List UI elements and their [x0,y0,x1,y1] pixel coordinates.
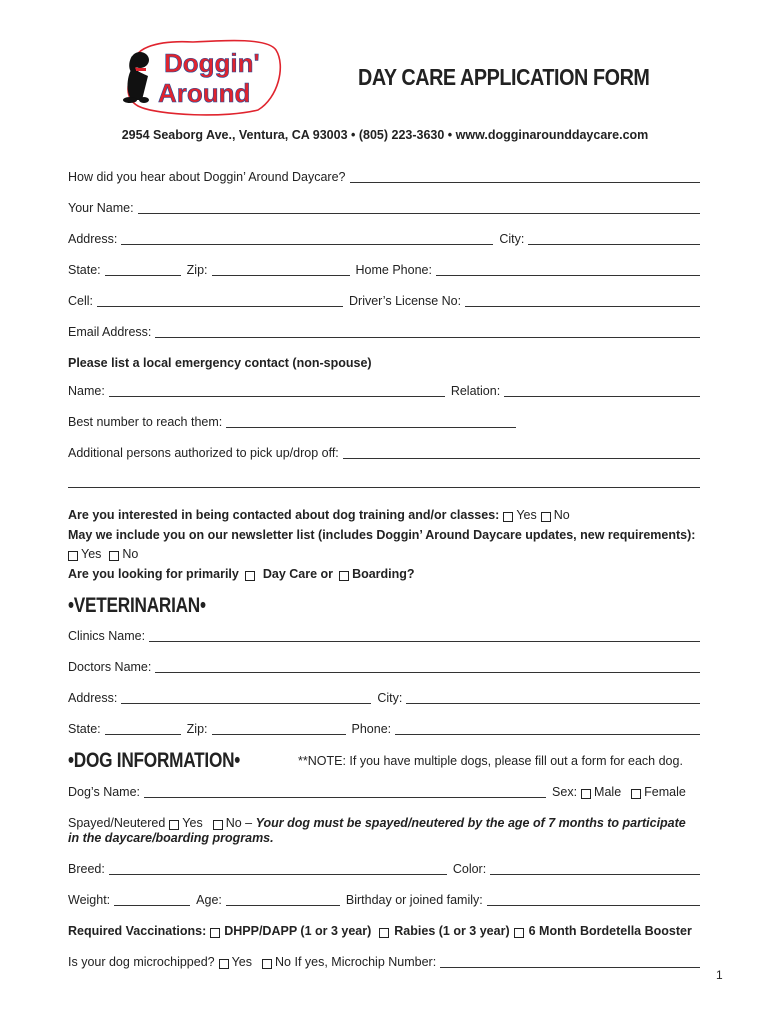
microchip-no-label: No If yes, Microchip Number: [275,955,437,969]
your-name-label: Your Name: [68,201,134,215]
additional-persons-label: Additional persons authorized to pick up/drop off: [68,446,339,460]
weight-field[interactable] [114,895,190,906]
bordetella-label: 6 Month Bordetella Booster [528,924,692,938]
cell-field[interactable] [97,296,343,307]
address-field[interactable] [121,234,493,245]
dhpp-label: DHPP/DAPP (1 or 3 year) [224,924,372,938]
email-row [68,325,700,340]
form-title: DAY CARE APPLICATION FORM [358,64,650,90]
spay-requirement-note-2: in the daycare/boarding programs. [68,831,274,845]
your-name-row [68,201,700,216]
cell-license-row [68,294,700,309]
boarding-label: Boarding? [352,567,415,581]
newsletter-yes-label: Yes [81,547,102,561]
vet-city-label: City: [377,691,403,705]
emergency-heading: Please list a local emergency contact (non-spouse) [68,356,372,370]
relation-field[interactable] [504,386,700,397]
state-label: State: [68,263,101,277]
hear-about-row [68,170,700,185]
logo-text-top: Doggin' [164,48,260,78]
vet-zip-label: Zip: [186,722,208,736]
male-checkbox[interactable] [581,789,591,799]
business-address: 2954 Seaborg Ave., Ventura, CA 93003 • (805) 223-3630 • www.dogginarounddaycare.com [121,128,649,142]
home-phone-label: Home Phone: [355,263,432,277]
newsletter-row [68,528,700,543]
email-label: Email Address: [68,325,152,339]
additional-persons-field-2[interactable] [68,477,700,488]
birthday-field[interactable] [487,895,700,906]
city-label: City: [499,232,525,246]
vet-address-label: Address: [68,691,118,705]
vet-state-row [68,722,700,737]
dog-silhouette-icon [123,52,149,103]
city-field[interactable] [528,234,700,245]
rabies-checkbox[interactable] [379,928,389,938]
training-question: Are you interested in being contacted about dog training and/or classes: [68,508,500,522]
newsletter-yes-checkbox[interactable] [68,551,78,561]
breed-row [68,862,700,877]
microchip-no-checkbox[interactable] [262,959,272,969]
your-name-field[interactable] [138,203,700,214]
dog-name-field[interactable] [144,787,546,798]
drivers-license-label: Driver’s License No: [349,294,462,308]
zip-field[interactable] [212,265,350,276]
vaccinations-label: Required Vaccinations: [68,924,207,938]
newsletter-options-row [68,547,700,562]
clinics-field[interactable] [149,631,700,642]
primarily-question: Are you looking for primarily [68,567,239,581]
color-field[interactable] [490,864,700,875]
training-no-checkbox[interactable] [541,512,551,522]
clinics-row [68,629,700,644]
doctors-field[interactable] [155,662,700,673]
bordetella-checkbox[interactable] [514,928,524,938]
spayed-yes-checkbox[interactable] [169,820,179,830]
doctors-row [68,660,700,675]
additional-persons-field[interactable] [343,448,700,459]
dog-information-heading: •DOG INFORMATION• [68,749,241,772]
address-label: Address: [68,232,118,246]
hear-about-field[interactable] [350,172,701,183]
male-label: Male [594,785,622,799]
birthday-label: Birthday or joined family: [345,893,483,907]
best-number-field[interactable] [226,417,516,428]
newsletter-no-checkbox[interactable] [109,551,119,561]
page-number: 1 [716,968,723,982]
microchip-yes-label: Yes [231,955,253,969]
state-field[interactable] [105,265,181,276]
microchip-label: Is your dog microchipped? [68,955,215,969]
emergency-name-label: Name: [68,384,105,398]
newsletter-question: May we include you on our newsletter list (includes Doggin’ Around Daycare updates, new requirements): [68,528,696,542]
microchip-yes-checkbox[interactable] [219,959,229,969]
cell-label: Cell: [68,294,94,308]
day-care-checkbox[interactable] [245,571,255,581]
spayed-label: Spayed/Neutered [68,816,166,830]
vet-address-row [68,691,700,706]
training-yes-checkbox[interactable] [503,512,513,522]
doggin-around-logo [118,38,288,116]
rabies-label: Rabies (1 or 3 year) [394,924,510,938]
multiple-dogs-note: **NOTE: If you have multiple dogs, please fill out a form for each dog. [298,754,683,768]
newsletter-no-label: No [122,547,139,561]
training-no-label: No [553,508,570,522]
vet-zip-field[interactable] [212,724,346,735]
state-zip-phone-row [68,263,700,278]
logo-text-bottom: Around [158,78,251,108]
vet-city-field[interactable] [406,693,700,704]
spay-requirement-note: Your dog must be spayed/neutered by the age of 7 months to participate [255,816,686,830]
breed-label: Breed: [68,862,105,876]
dhpp-checkbox[interactable] [210,928,220,938]
vet-address-field[interactable] [121,693,371,704]
email-field[interactable] [155,327,700,338]
age-field[interactable] [226,895,340,906]
home-phone-field[interactable] [436,265,700,276]
sex-label: Sex: [552,785,578,799]
doctors-label: Doctors Name: [68,660,152,674]
zip-label: Zip: [186,263,208,277]
emergency-name-row [68,384,700,399]
vaccinations-row [68,924,700,939]
female-checkbox[interactable] [631,789,641,799]
vet-phone-label: Phone: [351,722,392,736]
boarding-checkbox[interactable] [339,571,349,581]
spay-requirement-row-2 [68,831,700,846]
training-row [68,508,700,523]
drivers-license-field[interactable] [465,296,700,307]
spayed-dash: – [241,816,256,830]
training-yes-label: Yes [516,508,537,522]
vet-state-label: State: [68,722,101,736]
spayed-row [68,816,700,831]
emergency-name-field[interactable] [109,386,445,397]
breed-field[interactable] [109,864,447,875]
weight-label: Weight: [68,893,111,907]
address-row [68,232,700,247]
hear-about-label: How did you hear about Doggin’ Around Daycare? [68,170,346,184]
age-label: Age: [196,893,222,907]
weight-row [68,893,700,908]
vet-state-field[interactable] [105,724,181,735]
dog-name-label: Dog’s Name: [68,785,141,799]
best-number-label: Best number to reach them: [68,415,223,429]
veterinarian-heading: •VETERINARIAN• [68,594,206,617]
additional-persons-row [68,446,700,461]
emergency-heading-row [68,356,700,371]
primarily-row [68,567,700,582]
microchip-row [68,955,700,970]
microchip-number-field[interactable] [440,957,700,968]
color-label: Color: [452,862,487,876]
vet-phone-field[interactable] [395,724,700,735]
day-care-label: Day Care or [262,567,334,581]
clinics-label: Clinics Name: [68,629,146,643]
dog-name-row [68,785,700,800]
spayed-no-label: No [225,816,242,830]
relation-label: Relation: [450,384,501,398]
best-number-row [68,415,700,430]
additional-persons-row-2 [68,477,700,490]
spayed-yes-label: Yes [182,816,203,830]
spayed-no-checkbox[interactable] [213,820,223,830]
female-label: Female [644,785,686,799]
